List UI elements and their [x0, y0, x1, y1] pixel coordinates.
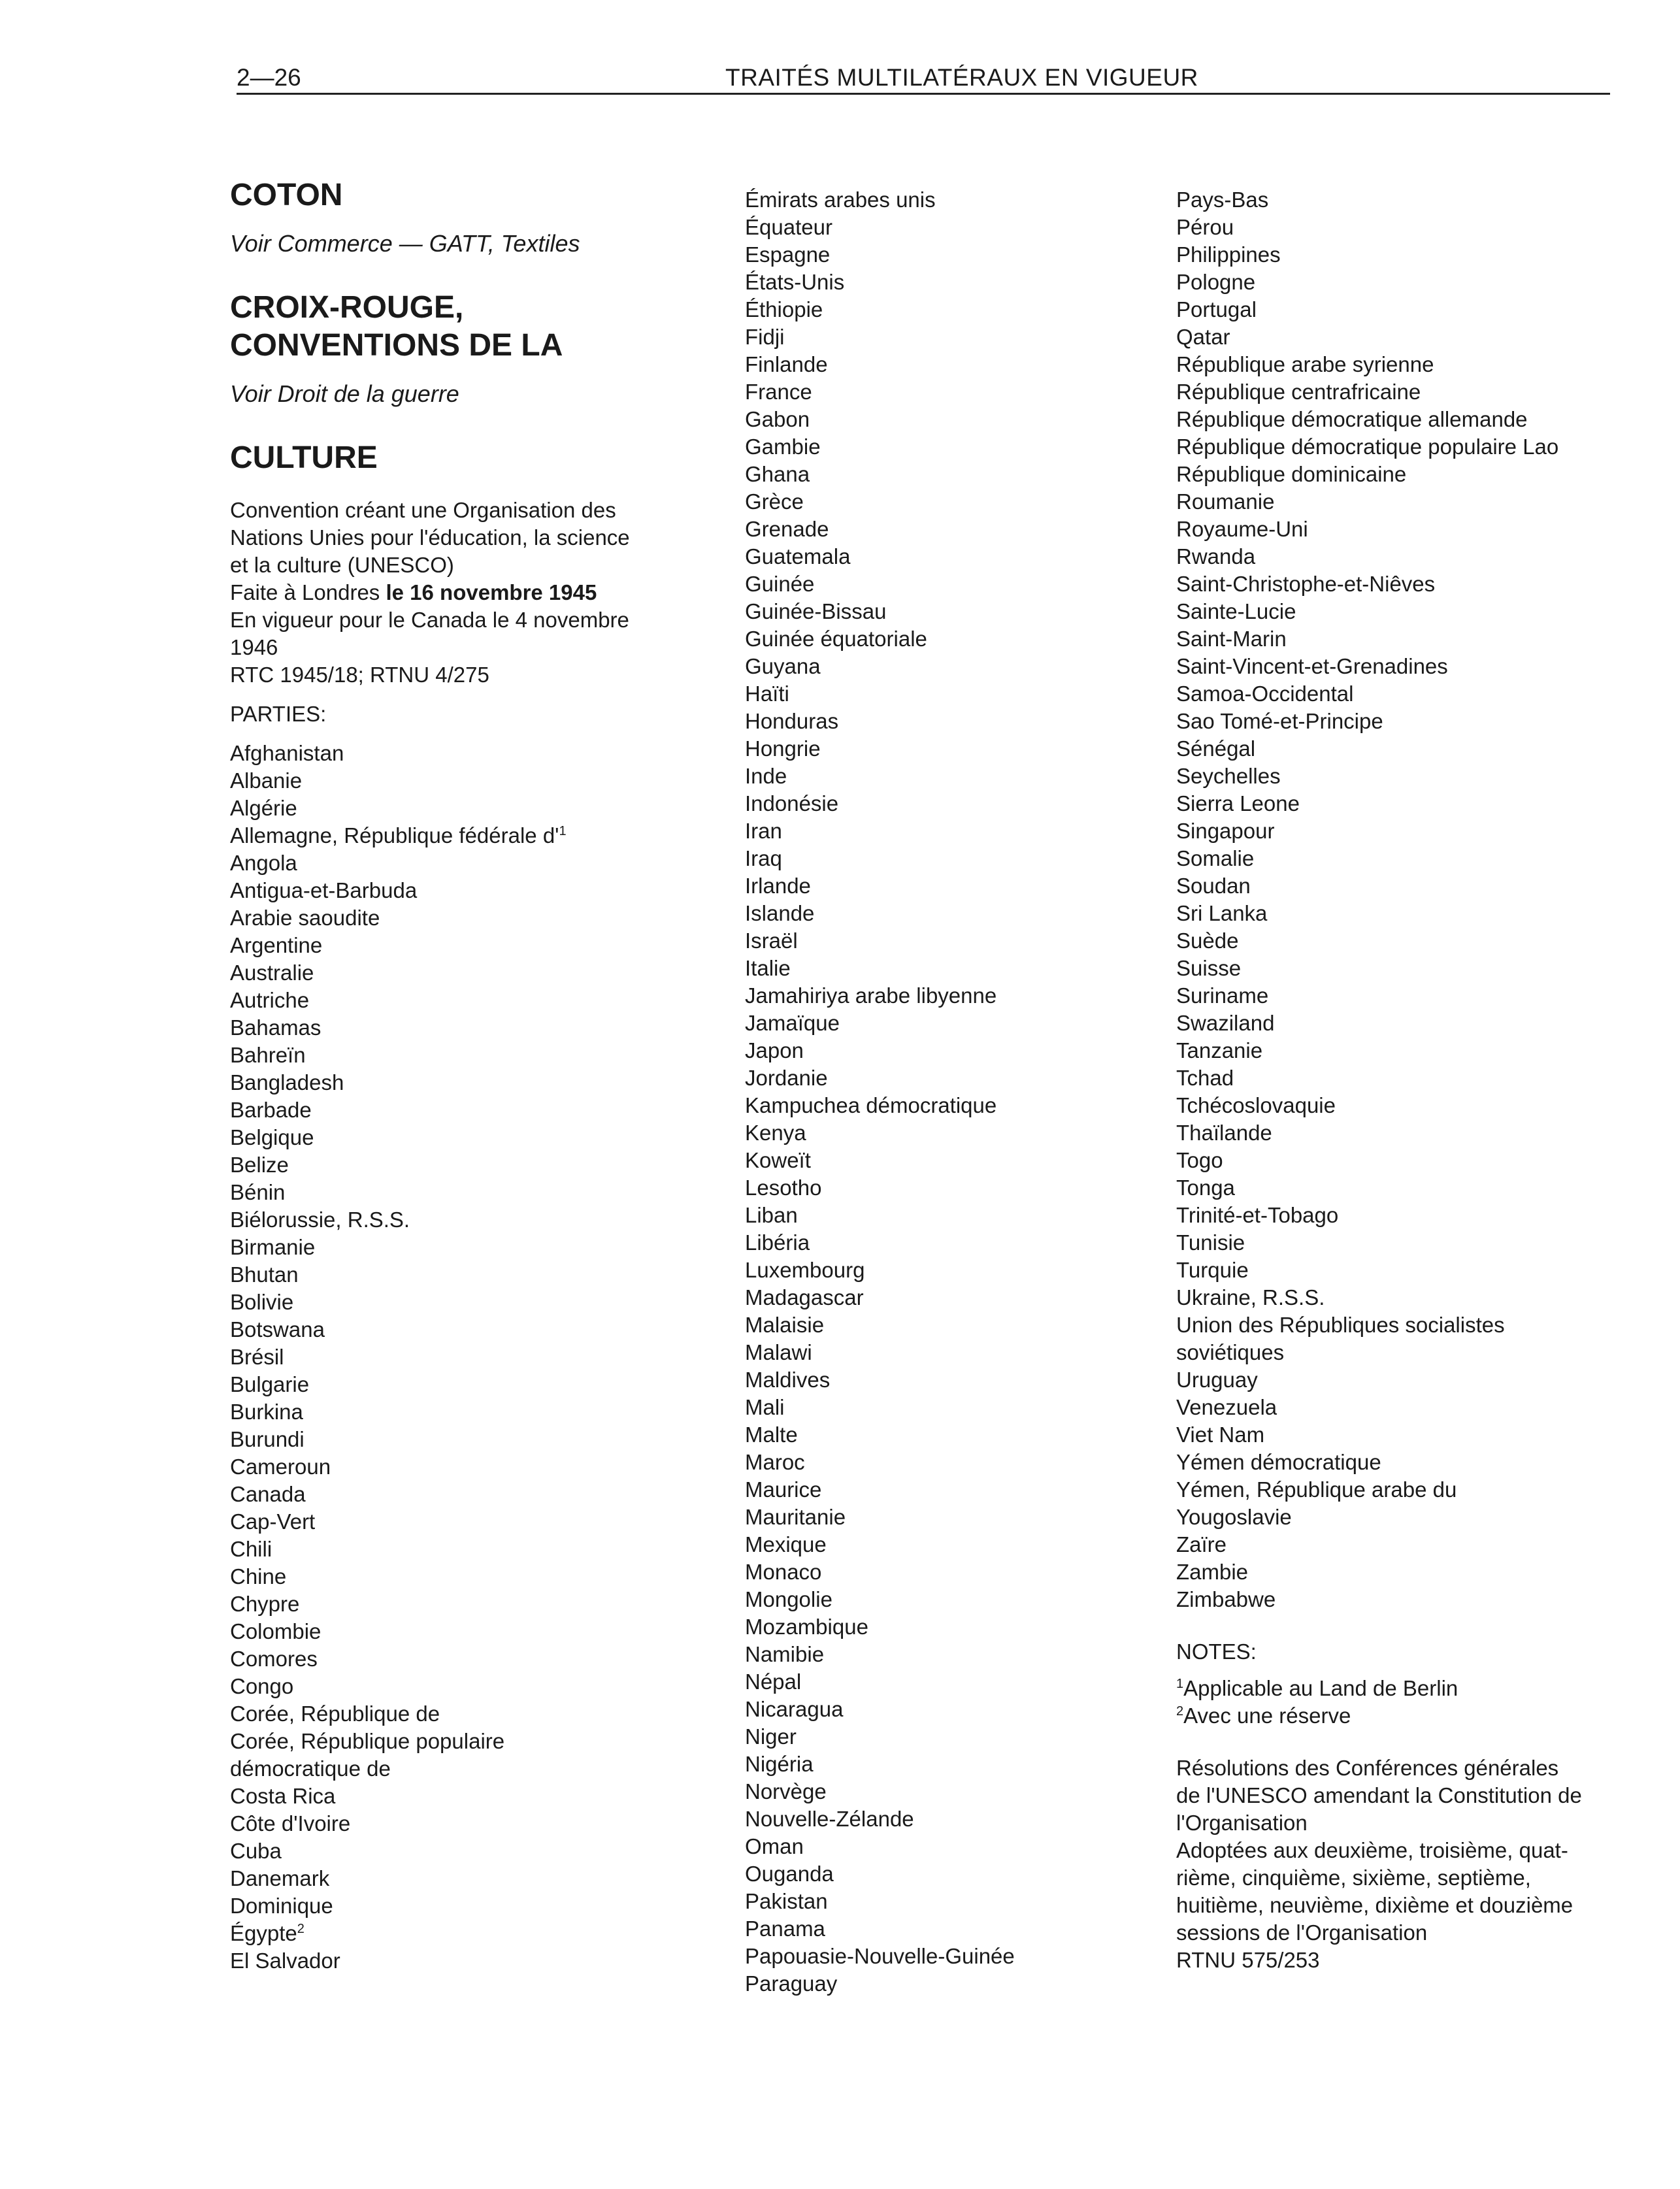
party-item: Niger [745, 1724, 797, 1749]
party-item: Burundi [230, 1427, 305, 1451]
footnote-mark: 2 [297, 1922, 305, 1936]
party-item: Iraq [745, 846, 782, 870]
section-title-croix-rouge-line2: CONVENTIONS DE LA [230, 328, 563, 363]
party-item: Suède [1176, 929, 1239, 953]
party-item: Pérou [1176, 215, 1234, 239]
notes-label: NOTES: [1176, 1639, 1257, 1664]
party-item: Dominique [230, 1894, 333, 1918]
party-item: Brésil [230, 1345, 284, 1369]
party-item: République démocratique allemande [1176, 407, 1528, 431]
party-item: Yougoslavie [1176, 1505, 1292, 1529]
resolution-line: sessions de l'Organisation [1176, 1920, 1428, 1945]
party-item: Maroc [745, 1450, 805, 1474]
party-item: Maldives [745, 1368, 831, 1392]
party-item: Zambie [1176, 1560, 1249, 1584]
party-item: Swaziland [1176, 1011, 1275, 1035]
party-item: Haïti [745, 682, 789, 706]
party-item: soviétiques [1176, 1340, 1285, 1364]
party-item: Islande [745, 901, 815, 925]
party-item: Mexique [745, 1532, 827, 1556]
party-item: Bénin [230, 1180, 286, 1204]
party-item: Barbade [230, 1098, 312, 1122]
party-item: Égypte$^2$ [230, 1921, 305, 1945]
page-number: 2—26 [237, 64, 301, 91]
party-item: Cameroun [230, 1455, 331, 1479]
party-item: Corée, République populaire [230, 1729, 505, 1753]
party-item: Gambie [745, 435, 821, 459]
party-item: Burkina [230, 1400, 303, 1424]
resolution-line: Adoptées aux deuxième, troisième, quat- [1176, 1838, 1568, 1862]
party-item: Paraguay [745, 1971, 838, 1996]
note-item: $^1$Applicable au Land de Berlin [1176, 1676, 1458, 1700]
party-item: Zaïre [1176, 1532, 1227, 1556]
party-item: Tchécoslovaquie [1176, 1093, 1336, 1117]
party-item: Sierra Leone [1176, 791, 1300, 815]
party-item: République démocratique populaire Lao [1176, 435, 1559, 459]
party-item: République dominicaine [1176, 462, 1407, 486]
party-item: Togo [1176, 1148, 1223, 1172]
party-item: Madagascar [745, 1285, 864, 1309]
party-item: Comores [230, 1647, 318, 1671]
party-item: Mauritanie [745, 1505, 846, 1529]
party-item: Portugal [1176, 297, 1257, 321]
party-item: Canada [230, 1482, 306, 1506]
party-item: Finlande [745, 352, 828, 376]
party-item: Gabon [745, 407, 810, 431]
party-item: Hongrie [745, 736, 821, 761]
resolution-line: huitième, neuvième, dixième et douzième [1176, 1893, 1573, 1917]
party-item: Iran [745, 819, 782, 843]
party-item: Kenya [745, 1121, 806, 1145]
party-item: Kampuchea démocratique [745, 1093, 997, 1117]
party-item: États-Unis [745, 270, 845, 294]
party-item: Sainte-Lucie [1176, 599, 1296, 623]
party-item: démocratique de [230, 1756, 391, 1781]
party-item: Bahamas [230, 1015, 321, 1040]
party-item: Nicaragua [745, 1697, 844, 1721]
treaty-line: et la culture (UNESCO) [230, 553, 454, 577]
party-item: Autriche [230, 988, 310, 1012]
party-item: Côte d'Ivoire [230, 1811, 351, 1835]
party-item: Malawi [745, 1340, 812, 1364]
party-item: Népal [745, 1670, 802, 1694]
party-item: Bahreïn [230, 1043, 306, 1067]
parties-list-right [1176, 186, 1621, 1613]
party-item: Cuba [230, 1839, 282, 1863]
party-item: Émirats arabes unis [745, 188, 936, 212]
party-item: Saint-Marin [1176, 627, 1287, 651]
party-item: Suriname [1176, 983, 1269, 1008]
parties-label: PARTIES: [230, 702, 327, 726]
party-item: Jordanie [745, 1066, 828, 1090]
treaty-line: Nations Unies pour l'éducation, la science [230, 525, 630, 550]
party-item: Philippines [1176, 242, 1281, 267]
party-item: Libéria [745, 1230, 810, 1255]
party-item: Thaïlande [1176, 1121, 1272, 1145]
column-right [1176, 186, 1621, 1974]
party-item: Trinité-et-Tobago [1176, 1203, 1339, 1227]
party-item: Mali [745, 1395, 785, 1419]
party-item: Birmanie [230, 1235, 316, 1259]
party-item: Malte [745, 1423, 798, 1447]
party-item: Japon [745, 1038, 804, 1062]
resolution-line: rième, cinquième, sixième, septième, [1176, 1866, 1531, 1890]
party-item: Oman [745, 1834, 804, 1858]
party-item: Tunisie [1176, 1230, 1245, 1255]
see-also-croix-rouge: Voir Droit de la guerre [230, 380, 459, 407]
party-item: Costa Rica [230, 1784, 336, 1808]
party-item: Ouganda [745, 1862, 834, 1886]
party-item: Somalie [1176, 846, 1255, 870]
party-item: Sri Lanka [1176, 901, 1268, 925]
party-item: Soudan [1176, 874, 1251, 898]
party-item: Union des Républiques socialistes [1176, 1313, 1505, 1337]
party-item: Monaco [745, 1560, 822, 1584]
party-item: Tonga [1176, 1176, 1235, 1200]
party-item: Liban [745, 1203, 798, 1227]
party-item: Nigéria [745, 1752, 814, 1776]
treaty-description [230, 497, 687, 689]
section-title-coton: COTON [230, 178, 343, 212]
parties-list-middle [745, 186, 1150, 1998]
party-item: Sénégal [1176, 736, 1256, 761]
party-item: France [745, 380, 812, 404]
party-item: Seychelles [1176, 764, 1281, 788]
party-item: Guyana [745, 654, 821, 678]
party-item: Bolivie [230, 1290, 294, 1314]
party-item: Congo [230, 1674, 294, 1698]
treaty-line: Convention créant une Organisation des [230, 498, 616, 522]
treaty-date: le 16 novembre 1945 [386, 580, 597, 604]
party-item: Algérie [230, 796, 297, 820]
section-title-croix-rouge-line1: CROIX-ROUGE, [230, 290, 464, 325]
party-item: Espagne [745, 242, 831, 267]
party-item: Colombie [230, 1619, 321, 1643]
party-item: Éthiopie [745, 297, 823, 321]
party-item: Yémen démocratique [1176, 1450, 1381, 1474]
party-item: Koweït [745, 1148, 811, 1172]
party-item: Chypre [230, 1592, 300, 1616]
party-item: Guinée-Bissau [745, 599, 887, 623]
party-item: Suisse [1176, 956, 1242, 980]
party-item: Chine [230, 1564, 287, 1588]
party-item: Namibie [745, 1642, 825, 1666]
party-item: Belize [230, 1153, 289, 1177]
party-item: Luxembourg [745, 1258, 865, 1282]
party-item: Pays-Bas [1176, 188, 1269, 212]
header-rule [237, 93, 1610, 95]
party-item: Pologne [1176, 270, 1256, 294]
see-also-coton: Voir Commerce — GATT, Textiles [230, 230, 580, 257]
party-item: Rwanda [1176, 544, 1256, 568]
party-item: Chili [230, 1537, 272, 1561]
party-item: Antigua-et-Barbuda [230, 878, 418, 902]
party-item: Maurice [745, 1477, 822, 1502]
treaty-in-force: En vigueur pour le Canada le 4 novembre [230, 608, 629, 632]
party-item: Venezuela [1176, 1395, 1277, 1419]
party-item: Bulgarie [230, 1372, 310, 1396]
treaty-done-at: Faite à Londres le 16 novembre 1945 [230, 580, 597, 604]
party-item: Inde [745, 764, 787, 788]
party-item: Guinée [745, 572, 815, 596]
treaty-references: RTC 1945/18; RTNU 4/275 [230, 663, 489, 687]
treaty-in-force-year: 1946 [230, 635, 278, 659]
party-item: Malaisie [745, 1313, 825, 1337]
party-item: Panama [745, 1917, 825, 1941]
party-item: El Salvador [230, 1949, 340, 1973]
party-item: Afghanistan [230, 741, 344, 765]
party-item: Australie [230, 961, 314, 985]
party-item: Grenade [745, 517, 829, 541]
party-item: Indonésie [745, 791, 839, 815]
party-item: Yémen, République arabe du [1176, 1477, 1457, 1502]
party-item: Saint-Christophe-et-Niêves [1176, 572, 1436, 596]
party-item: Botswana [230, 1317, 325, 1341]
party-item: Tanzanie [1176, 1038, 1263, 1062]
party-item: Argentine [230, 933, 323, 957]
party-item: Lesotho [745, 1176, 822, 1200]
party-item: Ukraine, R.S.S. [1176, 1285, 1325, 1309]
party-item: Irlande [745, 874, 811, 898]
party-item: Fidji [745, 325, 785, 349]
party-item: Jamaïque [745, 1011, 840, 1035]
party-item: République arabe syrienne [1176, 352, 1434, 376]
party-item: Zimbabwe [1176, 1587, 1276, 1611]
resolution-line: Résolutions des Conférences générales [1176, 1756, 1559, 1780]
party-item: Guinée équatoriale [745, 627, 927, 651]
party-item: Qatar [1176, 325, 1230, 349]
party-item: Uruguay [1176, 1368, 1258, 1392]
party-item: Mozambique [745, 1615, 868, 1639]
parties-list-left [230, 740, 687, 1975]
footnote-mark: 1 [559, 824, 567, 838]
party-item: Roumanie [1176, 489, 1275, 514]
party-item: Papouasie-Nouvelle-Guinée [745, 1944, 1015, 1968]
party-item: Italie [745, 956, 791, 980]
party-item: Ghana [745, 462, 810, 486]
resolution-line: RTNU 575/253 [1176, 1948, 1320, 1972]
resolution-line: l'Organisation [1176, 1811, 1308, 1835]
party-item: Israël [745, 929, 798, 953]
party-item: Tchad [1176, 1066, 1234, 1090]
party-item: Guatemala [745, 544, 851, 568]
party-item: Royaume-Uni [1176, 517, 1308, 541]
party-item: Grèce [745, 489, 804, 514]
party-item: Bhutan [230, 1262, 299, 1287]
party-item: République centrafricaine [1176, 380, 1421, 404]
party-item: Sao Tomé-et-Principe [1176, 709, 1383, 733]
party-item: Nouvelle-Zélande [745, 1807, 914, 1831]
party-item: Danemark [230, 1866, 330, 1890]
column-middle [745, 186, 1150, 1998]
party-item: Angola [230, 851, 297, 875]
column-left [230, 176, 687, 1975]
running-title: TRAITÉS MULTILATÉRAUX EN VIGUEUR [725, 64, 1198, 91]
resolution-line: de l'UNESCO amendant la Constitution de [1176, 1783, 1582, 1807]
party-item: Mongolie [745, 1587, 832, 1611]
party-item: Albanie [230, 768, 303, 793]
party-item: Turquie [1176, 1258, 1249, 1282]
party-item: Pakistan [745, 1889, 828, 1913]
party-item: Biélorussie, R.S.S. [230, 1208, 410, 1232]
party-item: Corée, République de [230, 1702, 440, 1726]
party-item: Allemagne, République fédérale $d'^1$ [230, 823, 567, 848]
resolutions-block [1176, 1754, 1621, 1974]
party-item: Cap-Vert [230, 1509, 316, 1534]
party-item: Viet Nam [1176, 1423, 1265, 1447]
note-item: $^2$Avec une réserve [1176, 1703, 1351, 1728]
party-item: Jamahiriya arabe libyenne [745, 983, 997, 1008]
party-item: Singapour [1176, 819, 1275, 843]
party-item: Honduras [745, 709, 839, 733]
party-item: Samoa-Occidental [1176, 682, 1354, 706]
party-item: Bangladesh [230, 1070, 344, 1094]
party-item: Norvège [745, 1779, 827, 1803]
party-item: Belgique [230, 1125, 314, 1149]
party-item: Saint-Vincent-et-Grenadines [1176, 654, 1448, 678]
party-item: Arabie saoudite [230, 906, 380, 930]
section-title-culture: CULTURE [230, 440, 378, 475]
party-item: Équateur [745, 215, 832, 239]
